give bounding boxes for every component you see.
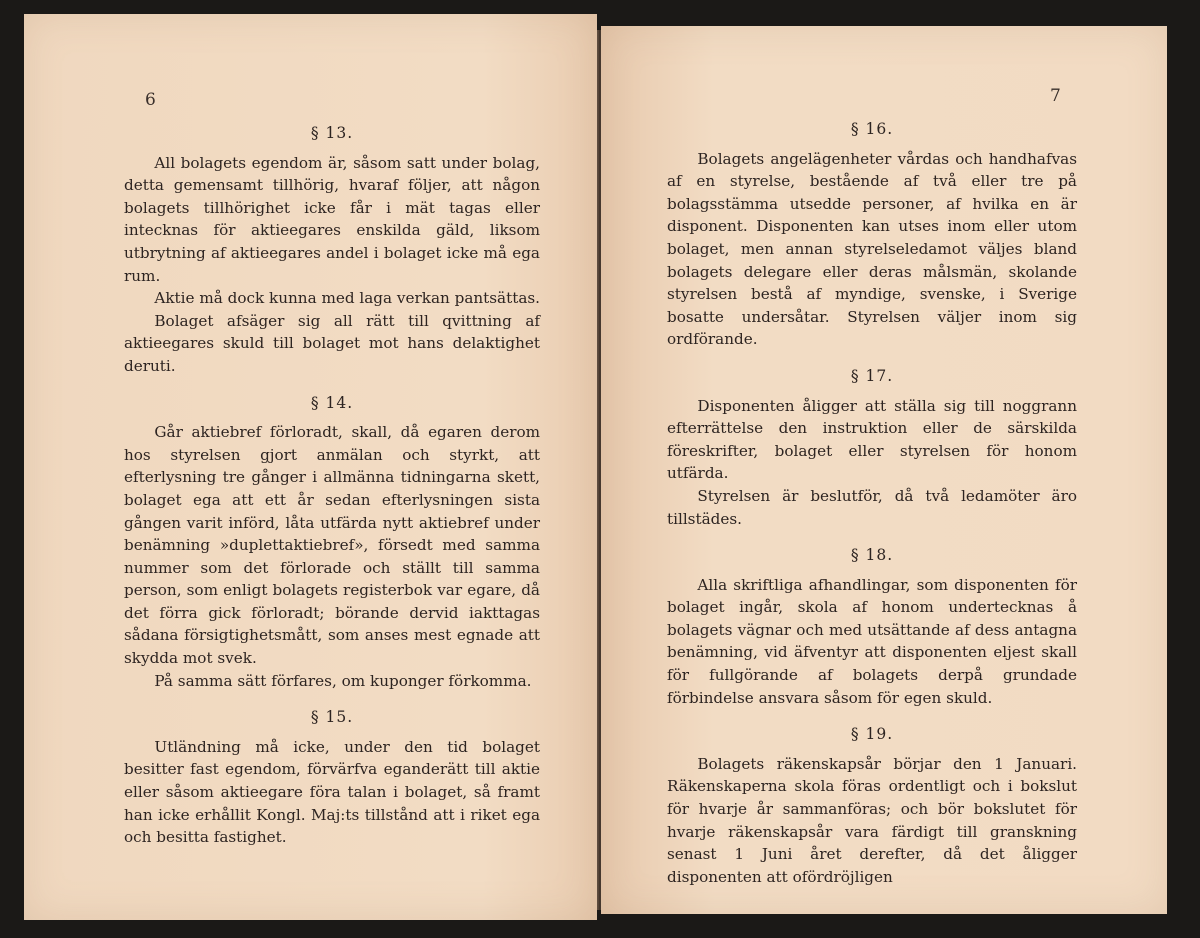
left-page	[24, 14, 597, 920]
right-page	[601, 26, 1167, 914]
left-page-text	[124, 122, 540, 863]
paragraph: Utländning må icke, under den tid bolaget besitter fast egendom, förvärfva eganderätt till aktie eller såsom aktieegare föra talan i bolaget, så framt han icke erhållit Kongl. Maj:ts tillstånd att i riket ega och besitta fastighet.	[124, 737, 540, 847]
section-19	[667, 723, 1077, 888]
paragraph: Alla skriftliga afhandlingar, som disponenten för bolaget ingår, skola af honom undertecknas å bolagets vägnar och med utsättande af dess antagna benämning, vid äfventyr att disponenten eljest skall för fullgörande af bolagets derpå grundade förbindelse ansvara såsom för egen skuld.	[667, 575, 1077, 707]
section-13	[124, 122, 540, 378]
right-page-text	[667, 118, 1077, 902]
section-heading: § 13.	[310, 124, 354, 142]
section-18	[667, 544, 1077, 709]
paragraph: På samma sätt förfares, om kuponger förkomma.	[154, 671, 532, 690]
section-heading: § 15.	[310, 708, 354, 727]
paragraph: Bolagets räkenskapsår börjar den 1 Januari. Räkenskaperna skola föras ordentligt och i bokslut för hvarje år sammanföras; och bör bokslutet för hvarje räkenskapsår vara färdigt till granskning senast 1 Juni året derefter, då det åligger disponenten att ofördröjligen	[667, 754, 1077, 886]
section-14	[124, 392, 540, 693]
section-16	[667, 118, 1077, 351]
paragraph: Bolaget afsäger sig all rätt till qvittning af aktieegares skuld till bolaget mot hans delaktighet deruti.	[124, 311, 540, 375]
section-heading: § 18.	[850, 546, 894, 565]
paragraph: Aktie må dock kunna med laga verkan pantsättas.	[154, 289, 540, 308]
paragraph: Bolagets angelägenheter vårdas och handhafvas af en styrelse, bestående af två eller tre på bolagsstämma utsedde personer, af hvilka en är disponent. Disponenten kan utses inom eller utom bolaget, men annan styrelseledamot väljes bland bolagets delegare eller deras målsmän, skolande styrelsen bestå af myndige, svenske, i Sverige bosatte undersåtar. Styrelsen väljer inom sig ordförande.	[667, 149, 1077, 349]
section-15	[124, 706, 540, 849]
section-heading: § 16.	[850, 120, 894, 138]
page-number-right: 7	[1050, 86, 1061, 106]
section-heading: § 19.	[850, 725, 894, 744]
section-17	[667, 365, 1077, 530]
page-number-left: 6	[145, 90, 156, 110]
paragraph: All bolagets egendom är, såsom satt under bolag, detta gemensamt tillhörig, hvaraf följer, att någon bolagets tillhörighet icke får i mät tagas eller intecknas för aktieegares enskilda gäld, liksom utbrytning af aktieegares andel i bolaget icke må ega rum.	[124, 153, 540, 285]
section-heading: § 14.	[310, 393, 354, 412]
paragraph: Disponenten åligger att ställa sig till noggrann efterrättelse den instruktion eller de särskilda föreskrifter, bolaget eller styrelsen för honom utfärda.	[667, 396, 1077, 483]
paragraph: Styrelsen är beslutför, då två ledamöter äro tillstädes.	[667, 486, 1077, 528]
paragraph: Går aktiebref förloradt, skall, då egaren derom hos styrelsen gjort anmälan och styrkt, att efterlysning tre gånger i allmänna tidningarna skett, bolaget ega att ett år sedan efterlysningen sista gången varit införd, låta utfärda nytt aktiebref under benämning »duplettaktiebref», försedt med samma nummer som det förlorade och ställt till samma person, som enligt bolagets registerbok var egare, då det förra gick förloradt; börande dervid iakttagas sådana försigtighetsmått, som anses mest egnade att skydda mot svek.	[124, 423, 540, 668]
section-heading: § 17.	[850, 366, 894, 385]
